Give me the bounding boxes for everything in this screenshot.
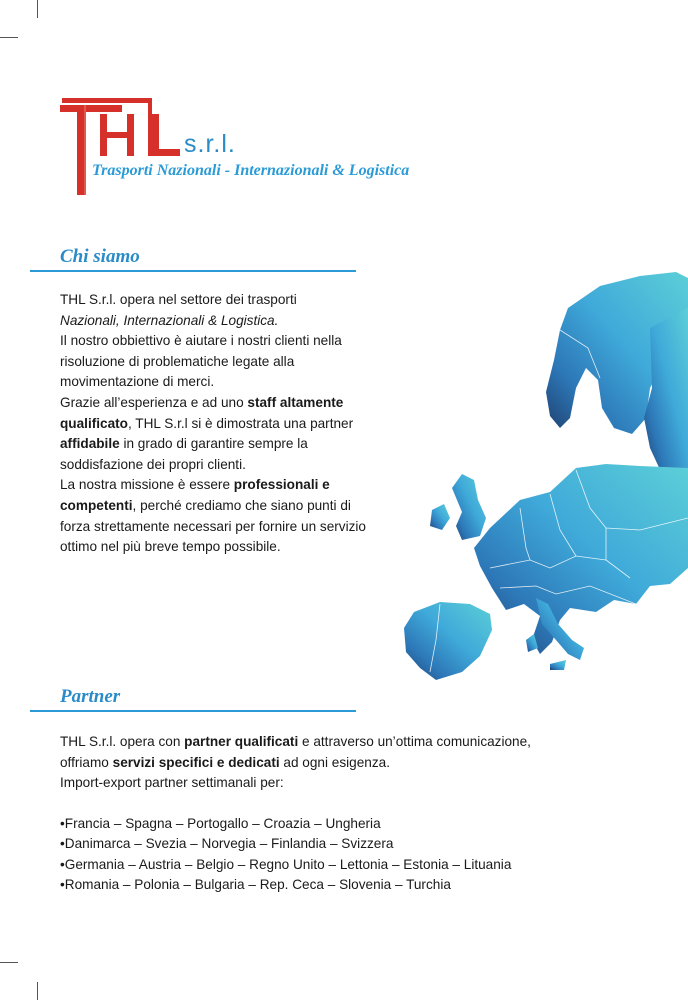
text-line: THL S.r.l. opera nel settore dei trasporti [60, 292, 297, 307]
section-divider [30, 270, 356, 272]
text-line: soddisfazione dei propri clienti. [60, 456, 246, 472]
crop-mark [37, 0, 38, 18]
list-item: •Francia – Spagna – Portogallo – Croazia – Ungheria [60, 816, 381, 831]
text-line: ottimo nel più breve tempo possibile. [60, 539, 281, 555]
text-line: qualificato, THL S.r.l si è dimostrata una partner [60, 415, 354, 431]
partner-country-list [60, 814, 511, 895]
company-logo [60, 96, 500, 206]
text-line: forza strettamente necessari per fornire un servizio [60, 518, 366, 534]
text-line: risoluzione di problematiche legate alla [60, 353, 295, 369]
text-line: competenti, perché crediamo che siano punti di [60, 497, 351, 513]
company-suffix: s.r.l. [184, 130, 236, 158]
partner-paragraph [60, 732, 531, 794]
text-line: La nostra missione è essere professionali e [60, 477, 330, 493]
text-line: Nazionali, Internazionali & Logistica. [60, 312, 279, 328]
chi-siamo-paragraph [60, 290, 366, 558]
text-line: affidabile in grado di garantire sempre la [60, 436, 308, 452]
list-item: •Germania – Austria – Belgio – Regno Unito – Lettonia – Estonia – Lituania [60, 856, 512, 872]
text-line: THL S.r.l. opera con partner qualificati e attraverso un’ottima comunicazione, [60, 734, 531, 749]
text-line: Import-export partner settimanali per: [60, 775, 284, 791]
section-title-partner: Partner [60, 686, 121, 707]
crop-mark [37, 982, 38, 1000]
section-title-chi-siamo: Chi siamo [60, 246, 140, 267]
text-line: movimentazione di merci. [60, 374, 215, 390]
europe-map-icon [400, 268, 688, 688]
text-line: offriamo servizi specifici e dedicati ad ogni esigenza. [60, 754, 390, 770]
crop-mark [0, 37, 18, 38]
list-item: •Danimarca – Svezia – Norvegia – Finlandia – Svizzera [60, 836, 394, 852]
crop-mark [0, 962, 18, 963]
company-tagline: Trasporti Nazionali - Internazionali & Logistica [92, 162, 410, 179]
text-line: Grazie all’esperienza e ad uno staff altamente [60, 394, 344, 410]
section-divider [30, 710, 356, 712]
thl-logo-icon [60, 96, 190, 200]
text-line: Il nostro obbiettivo è aiutare i nostri clienti nella [60, 333, 342, 349]
list-item: •Romania – Polonia – Bulgaria – Rep. Ceca – Slovenia – Turchia [60, 876, 451, 892]
